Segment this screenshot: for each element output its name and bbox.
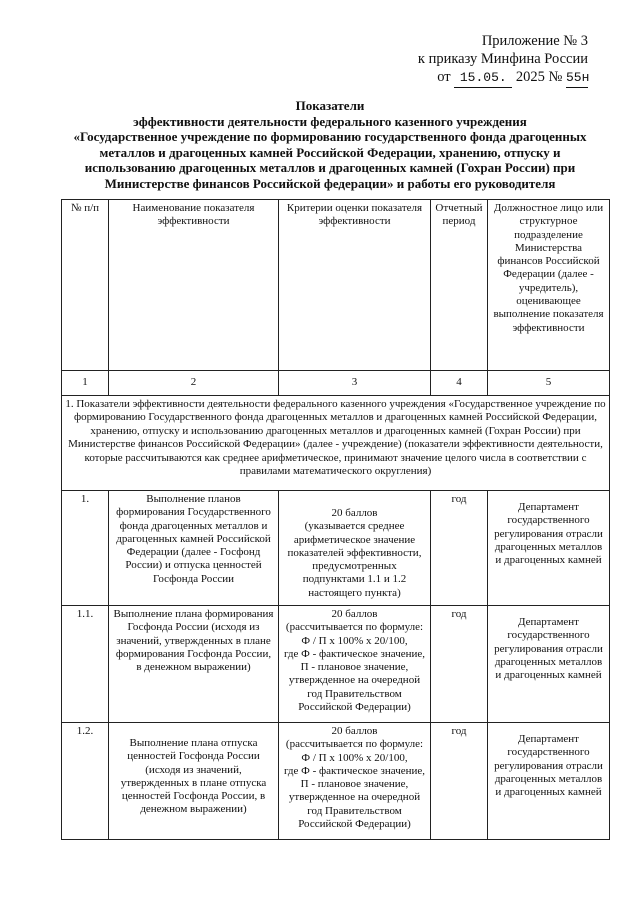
- header-cell-name: Наименование показателя эффективности: [109, 200, 279, 371]
- row-period: год: [431, 606, 488, 723]
- row-number: 1.: [62, 491, 109, 606]
- row-criteria: [279, 723, 431, 840]
- row-number: 1.2.: [62, 723, 109, 840]
- section-heading: 1. Показатели эффективности деятельности федерального казенного учреждения «Государственное учреждение по формированию Государственного фонда драгоценных металлов и драгоценных камней Российской Федерации, хранению, отпуску и использованию драгоценных металлов и драгоценных камней (Гохран России) при Министерстве финансов Российской Федерации» (далее - учреждение) (показатели эффективности деятельности, которые рассчитываются как среднее арифметическое, принимают значение целого числа в соответствии с правилами математического округления): [62, 396, 610, 491]
- column-number: 1: [62, 371, 109, 396]
- criteria-text: 20 баллов (рассчитывается по формуле: Ф / П х 100% х 20/100, где Ф - фактическое значение, П - плановое значение, утвержденное на очередной год Правительством Российской Федерации): [283, 608, 426, 714]
- document-title: [60, 98, 600, 191]
- row-responsible: [488, 491, 610, 606]
- row-indicator-name: [109, 723, 279, 840]
- responsible-text: Департамент государственного регулирования отрасли драгоценных металлов и драгоценных камней: [494, 501, 603, 567]
- row-criteria: [279, 606, 431, 723]
- row-criteria: [279, 491, 431, 606]
- column-number-row: [62, 371, 610, 396]
- header-cell-period: Отчетный период: [431, 200, 488, 371]
- header-cell-responsible: Должностное лицо или структурное подразделение Министерства финансов Российской Федерации (далее - учредитель), оценивающее выполнение показателя эффективности: [488, 200, 610, 371]
- appendix-order-ref: к приказу Минфина России: [417, 51, 588, 67]
- title-line: использованию драгоценных металлов и драгоценных камней (Гохран России) при: [84, 160, 576, 175]
- table-row: [62, 491, 610, 606]
- indicators-table: [61, 199, 610, 840]
- table-row: [62, 606, 610, 723]
- row-period: год: [431, 723, 488, 840]
- indicator-name-text: Выполнение плана отпуска ценностей Госфонда России (исходя из значений, утвержденных в плане отпуска ценностей Госфонда России, в денежном выражении): [120, 737, 267, 816]
- row-responsible: [488, 723, 610, 840]
- header-cell-number: № п/п: [62, 200, 109, 371]
- appendix-year: 2025 №: [515, 69, 563, 85]
- responsible-text: Департамент государственного регулирования отрасли драгоценных металлов и драгоценных камней: [494, 733, 603, 799]
- header-cell-criteria: Критерии оценки показателя эффективности: [279, 200, 431, 371]
- table-header-row: [62, 200, 610, 371]
- appendix-prefix: от: [437, 69, 451, 85]
- appendix-date: 15.05.: [454, 69, 512, 88]
- title-line: эффективности деятельности федерального казенного учреждения: [133, 113, 527, 129]
- title-line: металлов и драгоценных камней Российской Федерации, хранению, отпуску и: [99, 144, 561, 160]
- title-line: «Государственное учреждение по формированию государственного фонда драгоценных: [73, 129, 587, 144]
- responsible-text: Департамент государственного регулирования отрасли драгоценных металлов и драгоценных камней: [494, 616, 603, 682]
- row-indicator-name: Выполнение плана формирования Госфонда России (исходя из значений, утвержденных в плане формирования Госфонда России, в денежном выражении): [109, 606, 279, 723]
- title-line: Министерстве финансов Российской федерации» и работы его руководителя: [104, 175, 556, 191]
- appendix-block: [418, 32, 588, 88]
- column-number: 4: [431, 371, 488, 396]
- row-indicator-name: Выполнение планов формирования Государственного фонда драгоценных металлов и драгоценных камней Российской Федерации (далее - Госфонд России) и отпуска ценностей Госфонда России: [109, 491, 279, 606]
- table-row: [62, 723, 610, 840]
- section-row: [62, 396, 610, 491]
- row-period: год: [431, 491, 488, 606]
- appendix-order-number: 55н: [566, 69, 588, 88]
- column-number: 5: [488, 371, 610, 396]
- row-responsible: [488, 606, 610, 723]
- criteria-text: 20 баллов (рассчитывается по формуле: Ф / П х 100% х 20/100, где Ф - фактическое значение, П - плановое значение, утвержденное на очередной год Правительством Российской Федерации): [283, 725, 426, 831]
- title-line: Показатели: [295, 98, 365, 113]
- row-number: 1.1.: [62, 606, 109, 723]
- column-number: 3: [279, 371, 431, 396]
- column-number: 2: [109, 371, 279, 396]
- appendix-number: Приложение № 3: [481, 33, 588, 49]
- criteria-text: 20 баллов (указывается среднее арифметическое значение показателей эффективности, предусмотренных подпунктами 1.1 и 1.2 настоящего пункта): [287, 507, 422, 599]
- appendix-date-line: [418, 68, 588, 88]
